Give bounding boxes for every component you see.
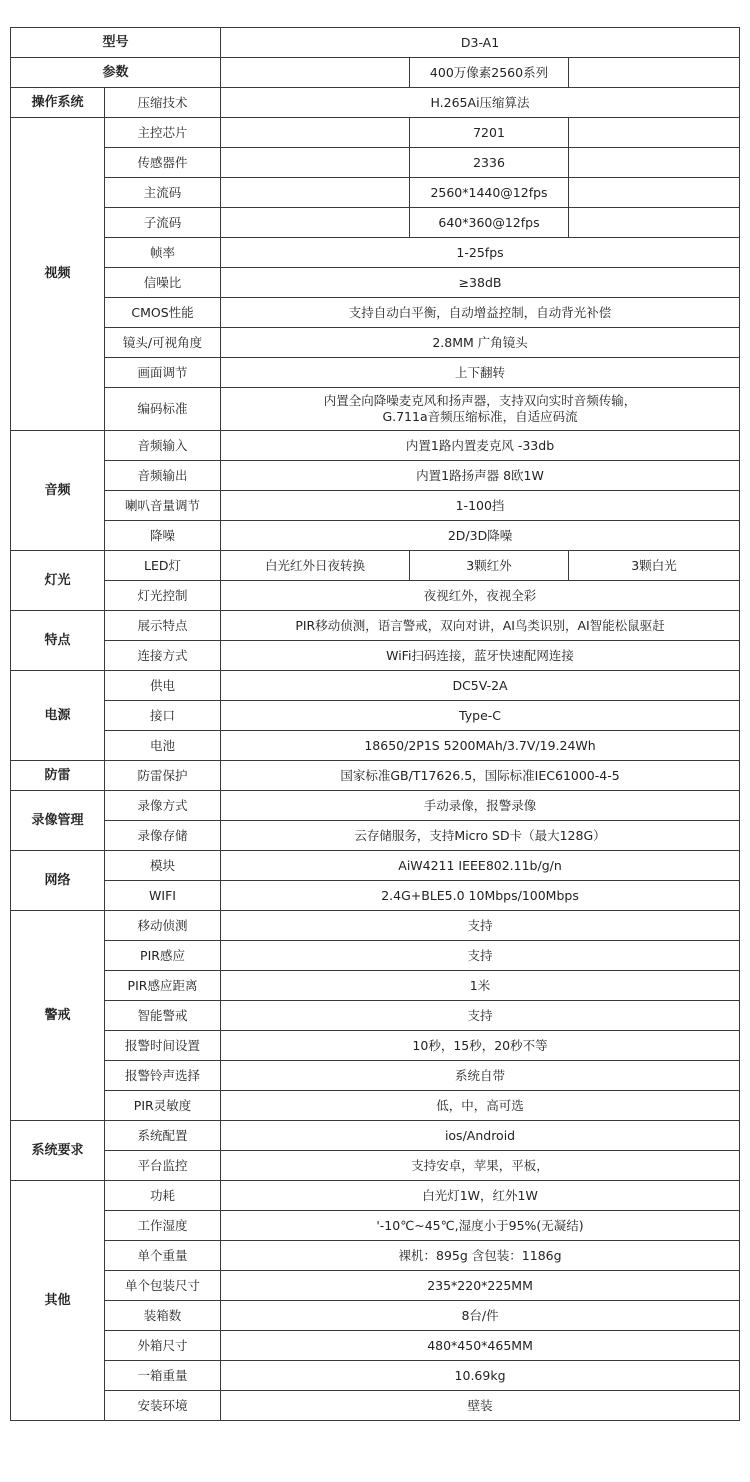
param-label: 防雷保护	[105, 761, 221, 791]
spec-row	[11, 1331, 740, 1361]
param-value: 2D/3D降噪	[221, 521, 740, 551]
param-label: 镜头/可视角度	[105, 328, 221, 358]
empty-cell	[569, 208, 740, 238]
param-value: Type-C	[221, 701, 740, 731]
param-value: 夜视红外，夜视全彩	[221, 581, 740, 611]
param-label: 平台监控	[105, 1151, 221, 1181]
param-value: 2336	[410, 148, 569, 178]
param-label: 报警时间设置	[105, 1031, 221, 1061]
param-value: 支持安卓，苹果，平板，	[221, 1151, 740, 1181]
param-value: ≥38dB	[221, 268, 740, 298]
empty-cell	[221, 118, 410, 148]
param-label: 帧率	[105, 238, 221, 268]
model-label: 型号	[11, 28, 221, 58]
param-value: 手动录像，报警录像	[221, 791, 740, 821]
param-label: 系统配置	[105, 1121, 221, 1151]
param-label: 音频输出	[105, 461, 221, 491]
param-value-line: G.711a音频压缩标准，自适应码流	[382, 409, 578, 424]
param-value: 上下翻转	[221, 358, 740, 388]
param-value: 内置1路扬声器 8欧1W	[221, 461, 740, 491]
params-label: 参数	[11, 58, 221, 88]
param-value: 支持自动白平衡，自动增益控制，自动背光补偿	[221, 298, 740, 328]
param-label: LED灯	[105, 551, 221, 581]
category-cell: 电源	[11, 671, 105, 761]
params-value: 400万像素2560系列	[410, 58, 569, 88]
param-value: 480*450*465MM	[221, 1331, 740, 1361]
param-label: 录像方式	[105, 791, 221, 821]
spec-row	[11, 1301, 740, 1331]
model-row	[11, 28, 740, 58]
param-value: 2.4G+BLE5.0 10Mbps/100Mbps	[221, 881, 740, 911]
spec-row	[11, 761, 740, 791]
param-value: PIR移动侦测，语言警戒，双向对讲，AI鸟类识别，AI智能松鼠驱赶	[221, 611, 740, 641]
param-label: 画面调节	[105, 358, 221, 388]
param-value: 低，中，高可选	[221, 1091, 740, 1121]
param-value: 国家标准GB/T17626.5，国际标准IEC61000-4-5	[221, 761, 740, 791]
category-cell: 其他	[11, 1181, 105, 1421]
spec-row	[11, 1031, 740, 1061]
param-label: 报警铃声选择	[105, 1061, 221, 1091]
param-value: 1-25fps	[221, 238, 740, 268]
param-label: 安装环境	[105, 1391, 221, 1421]
category-cell: 录像管理	[11, 791, 105, 851]
param-value: 云存储服务，支持Micro SD卡（最大128G）	[221, 821, 740, 851]
spec-row	[11, 791, 740, 821]
spec-row	[11, 298, 740, 328]
category-cell: 音频	[11, 431, 105, 551]
spec-row	[11, 328, 740, 358]
param-label: 展示特点	[105, 611, 221, 641]
spec-row	[11, 431, 740, 461]
spec-row	[11, 1001, 740, 1031]
param-value: WiFi扫码连接，蓝牙快速配网连接	[221, 641, 740, 671]
params-empty-cell	[569, 58, 740, 88]
param-value: 2.8MM 广角镜头	[221, 328, 740, 358]
param-label: 模块	[105, 851, 221, 881]
spec-row	[11, 971, 740, 1001]
param-value: 10.69kg	[221, 1361, 740, 1391]
category-cell: 灯光	[11, 551, 105, 611]
param-label: 主流码	[105, 178, 221, 208]
param-value-line: 内置全向降噪麦克风和扬声器，支持双向实时音频传输，	[323, 393, 637, 408]
param-value-cell: 白光红外日夜转换	[221, 551, 410, 581]
spec-row	[11, 641, 740, 671]
param-label: 供电	[105, 671, 221, 701]
param-value-cell: 3颗白光	[569, 551, 740, 581]
params-row	[11, 58, 740, 88]
category-cell: 网络	[11, 851, 105, 911]
spec-row	[11, 88, 740, 118]
category-cell: 系统要求	[11, 1121, 105, 1181]
param-value: 支持	[221, 911, 740, 941]
model-value: D3-A1	[221, 28, 740, 58]
spec-row	[11, 581, 740, 611]
spec-row	[11, 148, 740, 178]
spec-row	[11, 521, 740, 551]
param-value: 18650/2P1S 5200MAh/3.7V/19.24Wh	[221, 731, 740, 761]
param-label: 装箱数	[105, 1301, 221, 1331]
params-empty-cell	[221, 58, 410, 88]
spec-row	[11, 1241, 740, 1271]
param-value: DC5V-2A	[221, 671, 740, 701]
empty-cell	[221, 148, 410, 178]
category-cell: 防雷	[11, 761, 105, 791]
param-value	[221, 388, 740, 431]
param-value: H.265Ai压缩算法	[221, 88, 740, 118]
param-label: WIFI	[105, 881, 221, 911]
empty-cell	[221, 208, 410, 238]
spec-row	[11, 701, 740, 731]
param-value: 640*360@12fps	[410, 208, 569, 238]
param-value: 1-100挡	[221, 491, 740, 521]
param-label: 灯光控制	[105, 581, 221, 611]
param-label: 压缩技术	[105, 88, 221, 118]
param-value: 支持	[221, 941, 740, 971]
param-value: ios/Android	[221, 1121, 740, 1151]
spec-row	[11, 1091, 740, 1121]
param-label: PIR感应距离	[105, 971, 221, 1001]
spec-row	[11, 1211, 740, 1241]
spec-row	[11, 238, 740, 268]
empty-cell	[569, 118, 740, 148]
param-value: 系统自带	[221, 1061, 740, 1091]
param-label: 工作湿度	[105, 1211, 221, 1241]
spec-row	[11, 1361, 740, 1391]
spec-row	[11, 1181, 740, 1211]
param-value: 2560*1440@12fps	[410, 178, 569, 208]
param-value: 8台/件	[221, 1301, 740, 1331]
param-value: 7201	[410, 118, 569, 148]
param-label: 录像存储	[105, 821, 221, 851]
spec-row	[11, 731, 740, 761]
spec-row	[11, 671, 740, 701]
param-value: 裸机：895g 含包装：1186g	[221, 1241, 740, 1271]
spec-row	[11, 178, 740, 208]
param-value: 支持	[221, 1001, 740, 1031]
param-label: 功耗	[105, 1181, 221, 1211]
spec-row	[11, 461, 740, 491]
param-label: 电池	[105, 731, 221, 761]
empty-cell	[569, 148, 740, 178]
param-label: 一箱重量	[105, 1361, 221, 1391]
empty-cell	[221, 178, 410, 208]
param-label: 降噪	[105, 521, 221, 551]
param-label: 接口	[105, 701, 221, 731]
category-cell: 警戒	[11, 911, 105, 1121]
spec-row	[11, 851, 740, 881]
spec-row	[11, 611, 740, 641]
param-value: 1米	[221, 971, 740, 1001]
spec-row	[11, 1121, 740, 1151]
spec-row	[11, 941, 740, 971]
param-value: 10秒，15秒，20秒不等	[221, 1031, 740, 1061]
category-cell: 操作系统	[11, 88, 105, 118]
param-label: 主控芯片	[105, 118, 221, 148]
empty-cell	[569, 178, 740, 208]
param-label: 喇叭音量调节	[105, 491, 221, 521]
param-label: 编码标准	[105, 388, 221, 431]
param-label: PIR灵敏度	[105, 1091, 221, 1121]
param-label: 音频输入	[105, 431, 221, 461]
spec-row	[11, 1271, 740, 1301]
spec-row	[11, 118, 740, 148]
spec-row	[11, 208, 740, 238]
param-value: AiW4211 IEEE802.11b/g/n	[221, 851, 740, 881]
param-label: CMOS性能	[105, 298, 221, 328]
param-label: 信噪比	[105, 268, 221, 298]
spec-row	[11, 1391, 740, 1421]
spec-row	[11, 491, 740, 521]
spec-row	[11, 821, 740, 851]
param-value-cell: 3颗红外	[410, 551, 569, 581]
spec-table	[10, 27, 740, 1421]
param-value: '-10℃~45℃,湿度小于95%(无凝结)	[221, 1211, 740, 1241]
param-label: 外箱尺寸	[105, 1331, 221, 1361]
param-value: 235*220*225MM	[221, 1271, 740, 1301]
param-label: 单个包装尺寸	[105, 1271, 221, 1301]
spec-table-body	[11, 28, 740, 1421]
param-label: 单个重量	[105, 1241, 221, 1271]
spec-row	[11, 881, 740, 911]
spec-row	[11, 268, 740, 298]
param-value: 白光灯1W，红外1W	[221, 1181, 740, 1211]
spec-row	[11, 551, 740, 581]
spec-row	[11, 1061, 740, 1091]
spec-row	[11, 388, 740, 431]
param-label: 子流码	[105, 208, 221, 238]
category-cell: 视频	[11, 118, 105, 431]
spec-row	[11, 358, 740, 388]
param-label: PIR感应	[105, 941, 221, 971]
param-label: 连接方式	[105, 641, 221, 671]
category-cell: 特点	[11, 611, 105, 671]
param-label: 移动侦测	[105, 911, 221, 941]
param-value: 壁装	[221, 1391, 740, 1421]
param-value: 内置1路内置麦克风 -33db	[221, 431, 740, 461]
spec-row	[11, 1151, 740, 1181]
spec-row	[11, 911, 740, 941]
param-label: 智能警戒	[105, 1001, 221, 1031]
param-label: 传感器件	[105, 148, 221, 178]
